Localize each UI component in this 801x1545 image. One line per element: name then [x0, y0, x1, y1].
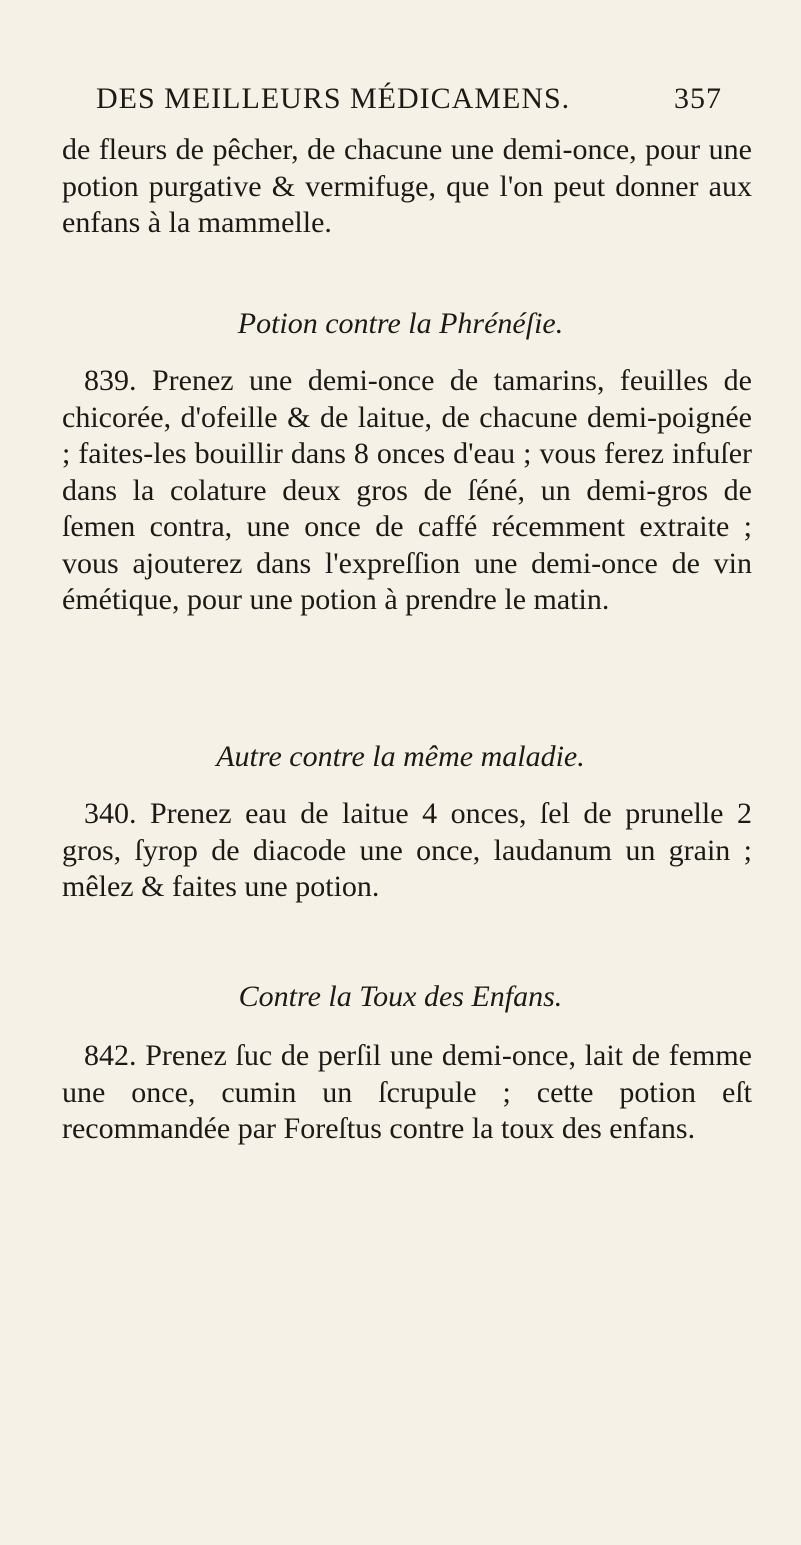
recipe-340-block [62, 796, 752, 906]
recipe-839-block [62, 363, 752, 619]
running-title: DES MEILLEURS MÉDICAMENS. [96, 82, 571, 115]
section-heading-phrenesie: Potion contre la Phrénéſie. [237, 307, 564, 340]
section-heading-autre: Autre contre la même maladie. [216, 740, 585, 773]
recipe-340-paragraph: 340. Prenez eau de laitue 4 onces, ſel de prunelle 2 gros, ſyrop de diacode une once, laudanum un grain ; mêlez & faites une potion. [62, 797, 752, 903]
page-number: 357 [674, 82, 722, 115]
running-header [96, 82, 736, 122]
recipe-839-paragraph: 839. Prenez une demi-once de tamarins, feuilles de chicorée, d'ofeille & de laitue, de chacune demi-poignée ; faites-les bouillir dans 8 onces d'eau ; vous ferez infuſer dans la colature deux gros de ſéné, un demi-gros de ſemen contra, une once de caffé récemment extraite ; vous ajouterez dans l'expreſſion une demi-once de vin émétique, pour une potion à prendre le matin. [62, 364, 752, 616]
recipe-842-paragraph: 842. Prenez ſuc de perſil une demi-once, lait de femme une once, cumin un ſcrupule ; cette potion eſt recommandée par Foreſtus contre la toux des enfans. [62, 1039, 752, 1145]
opening-paragraph-block [62, 132, 752, 242]
opening-paragraph: de fleurs de pêcher, de chacune une demi-once, pour une potion purgative & vermifuge, que l'on peut donner aux enfans à la mammelle. [62, 133, 752, 239]
section-heading-toux: Contre la Toux des Enfans. [238, 980, 563, 1013]
recipe-842-block [62, 1038, 752, 1148]
